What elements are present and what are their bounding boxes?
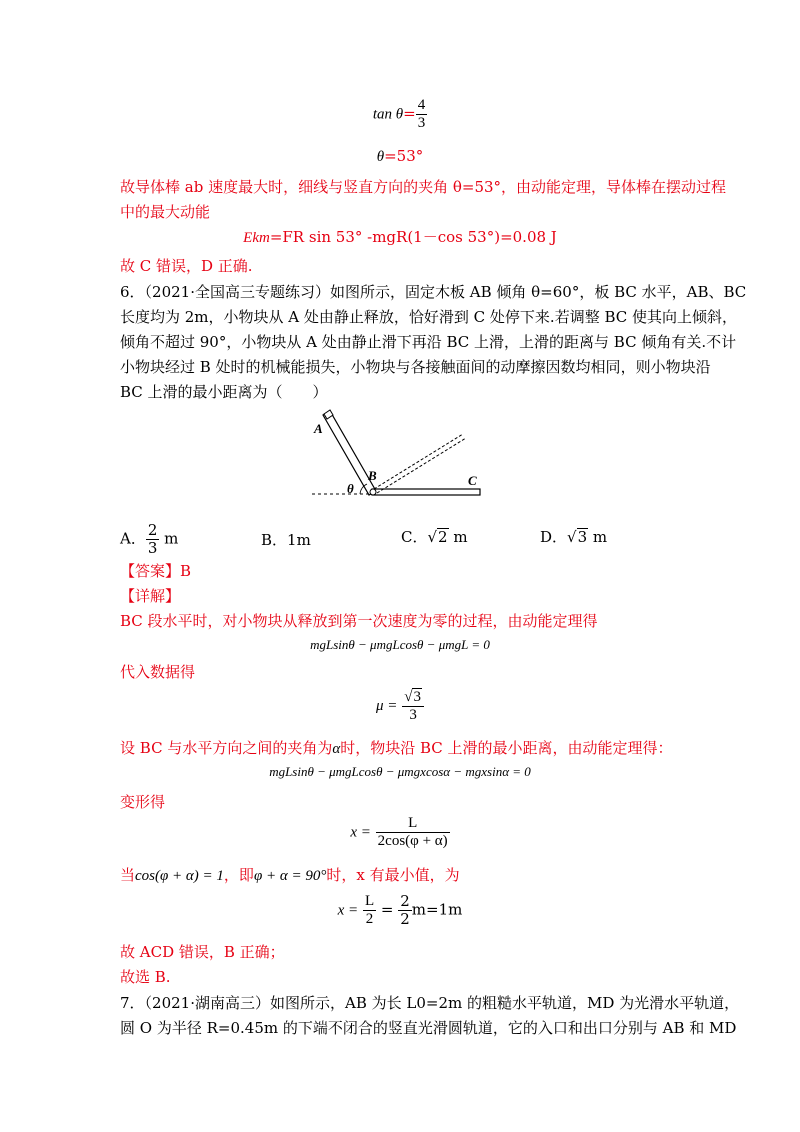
- option-c: [401, 527, 468, 547]
- incline-figure: [310, 405, 490, 505]
- xmin-frac-1: [363, 893, 376, 928]
- xmin-num-1: L: [364, 893, 375, 909]
- board-bc: [372, 489, 480, 495]
- xmin-mid: =: [380, 900, 394, 919]
- equation-1: mgLsinθ − μmgLcosθ − μmgL = 0: [310, 637, 490, 652]
- sqrt-sign-c: √: [427, 528, 438, 546]
- conclusion-1: 故 ACD 错误，B 正确；: [120, 943, 285, 961]
- step-5-mid: ，即: [223, 866, 254, 884]
- step-3-pre: 设 BC 与水平方向之间的夹角为: [120, 739, 333, 757]
- option-d: [540, 527, 607, 547]
- tan-num: 4: [417, 97, 426, 113]
- tan-den: 3: [417, 115, 426, 131]
- mu-fraction: [402, 688, 424, 724]
- step-4: 变形得: [120, 793, 166, 811]
- step-5: [120, 865, 460, 886]
- tan-equals: =: [403, 104, 416, 123]
- hinge-b: [370, 489, 376, 495]
- ekm-lhs: Ekm: [243, 230, 270, 246]
- step-2: 代入数据得: [120, 663, 196, 681]
- label-b: B: [368, 468, 377, 483]
- q6-line-5: BC 上滑的最小距离为（ ）: [120, 383, 328, 401]
- option-d-unit: m: [592, 528, 608, 546]
- step-5-post: 时，x 有最小值，为: [326, 866, 460, 884]
- theta-lhs: θ: [376, 149, 385, 165]
- tan-fraction: [416, 97, 428, 132]
- mu-den: 3: [409, 707, 417, 723]
- xmin-num-2: 2: [400, 892, 410, 910]
- step-5-cond2: φ + α = 90°: [253, 868, 327, 884]
- x-lhs: x =: [350, 824, 371, 841]
- ekm-rhs: =FR sin 53° -mgR(1－cos 53°)=0.08 J: [269, 228, 557, 246]
- x-fraction: [376, 815, 450, 850]
- ekm-equation: [0, 227, 800, 248]
- x-den: 2cos(φ + α): [377, 833, 448, 849]
- tilted-board-edge-2: [377, 438, 466, 493]
- cd-conclusion: 故 C 错误，D 正确.: [120, 257, 253, 275]
- xmin-den-1: 2: [365, 911, 374, 927]
- x-num: L: [376, 815, 450, 833]
- step-1: BC 段水平时，对小物块从释放到第一次速度为零的过程，由动能定理得: [120, 612, 598, 630]
- step-3: [120, 738, 673, 759]
- sqrt-sign-d: √: [567, 528, 577, 546]
- mu-num-radicand: 3: [413, 689, 421, 705]
- q6-line-1: 6．（2021·全国高三专题练习）如图所示，固定木板 AB 倾角 θ=60°，板 BC 水平，AB、BC: [120, 283, 747, 301]
- step-3-alpha: α: [332, 741, 341, 757]
- equation-2: mgLsinθ − μmgLcosθ − μmgxcosα − mgxsinα = 0: [269, 764, 531, 779]
- option-b: B．1m: [261, 531, 311, 549]
- xmin-den-2: 2: [400, 910, 410, 928]
- q6-line-2: 长度均为 2m，小物块从 A 处由静止释放，恰好滑到 C 处停下来.若调整 BC 使其向上倾斜，: [120, 308, 738, 326]
- tan-equation: [0, 97, 800, 132]
- step-3-post: 时，物块沿 BC 上滑的最小距离，由动能定理得：: [340, 739, 673, 757]
- option-d-prefix: D．: [540, 528, 568, 546]
- label-theta: θ: [347, 481, 354, 496]
- option-a-fraction: [146, 522, 160, 557]
- tilted-board-edge-1: [374, 434, 463, 489]
- tan-lhs: tan θ: [372, 106, 404, 123]
- detail-label: 【详解】: [120, 587, 181, 605]
- option-c-prefix: C．: [401, 528, 428, 546]
- option-a-den: 3: [147, 539, 158, 557]
- mu-lhs: μ =: [376, 698, 398, 714]
- option-c-radicand: 2: [438, 528, 448, 546]
- step-5-pre: 当: [120, 866, 136, 884]
- xmin-rhs: m=1m: [411, 900, 463, 919]
- option-c-unit: m: [453, 528, 468, 546]
- theta-rhs: =53°: [384, 147, 424, 165]
- option-d-radicand: 3: [577, 528, 588, 546]
- theta-equation: [0, 146, 800, 167]
- conclusion-line-2: 中的最大动能: [120, 203, 211, 221]
- xmin-frac-2: [398, 893, 412, 928]
- conclusion-line-1: 故导体棒 ab 速度最大时，细线与竖直方向的夹角 θ=53°，由动能定理，导体棒在摆动过程: [120, 178, 727, 196]
- label-a: A: [314, 421, 323, 436]
- xmin-lhs: x =: [337, 902, 359, 919]
- step-5-cond: cos(φ + α) = 1: [135, 868, 224, 884]
- option-a: [120, 522, 178, 557]
- option-a-unit: m: [164, 529, 179, 548]
- option-a-prefix: A．: [120, 529, 146, 548]
- answer: 【答案】B: [120, 562, 192, 580]
- mu-num: √3: [402, 688, 424, 707]
- conclusion-2: 故选 B.: [120, 968, 171, 986]
- q6-line-4: 小物块经过 B 处时的机械能损失，小物块与各接触面间的动摩擦因数均相同，则小物块沿: [120, 358, 711, 376]
- q7-line-2: 圆 O 为半径 R=0.45m 的下端不闭合的竖直光滑圆轨道，它的入口和出口分别与 AB 和 MD: [120, 1019, 737, 1037]
- mu-equation: [0, 688, 800, 728]
- option-a-num: 2: [147, 521, 158, 539]
- label-c: C: [468, 473, 477, 488]
- q6-line-3: 倾角不超过 90°，小物块从 A 处由静止滑下再沿 BC 上滑，上滑的距离与 BC 倾角有关.不计: [120, 333, 737, 351]
- q7-line-1: 7．（2021·湖南高三）如图所示，AB 为长 L0=2m 的粗糙水平轨道，MD 为光滑水平轨道，: [120, 994, 740, 1012]
- x-min-equation: [0, 893, 800, 933]
- x-equation: [0, 815, 800, 855]
